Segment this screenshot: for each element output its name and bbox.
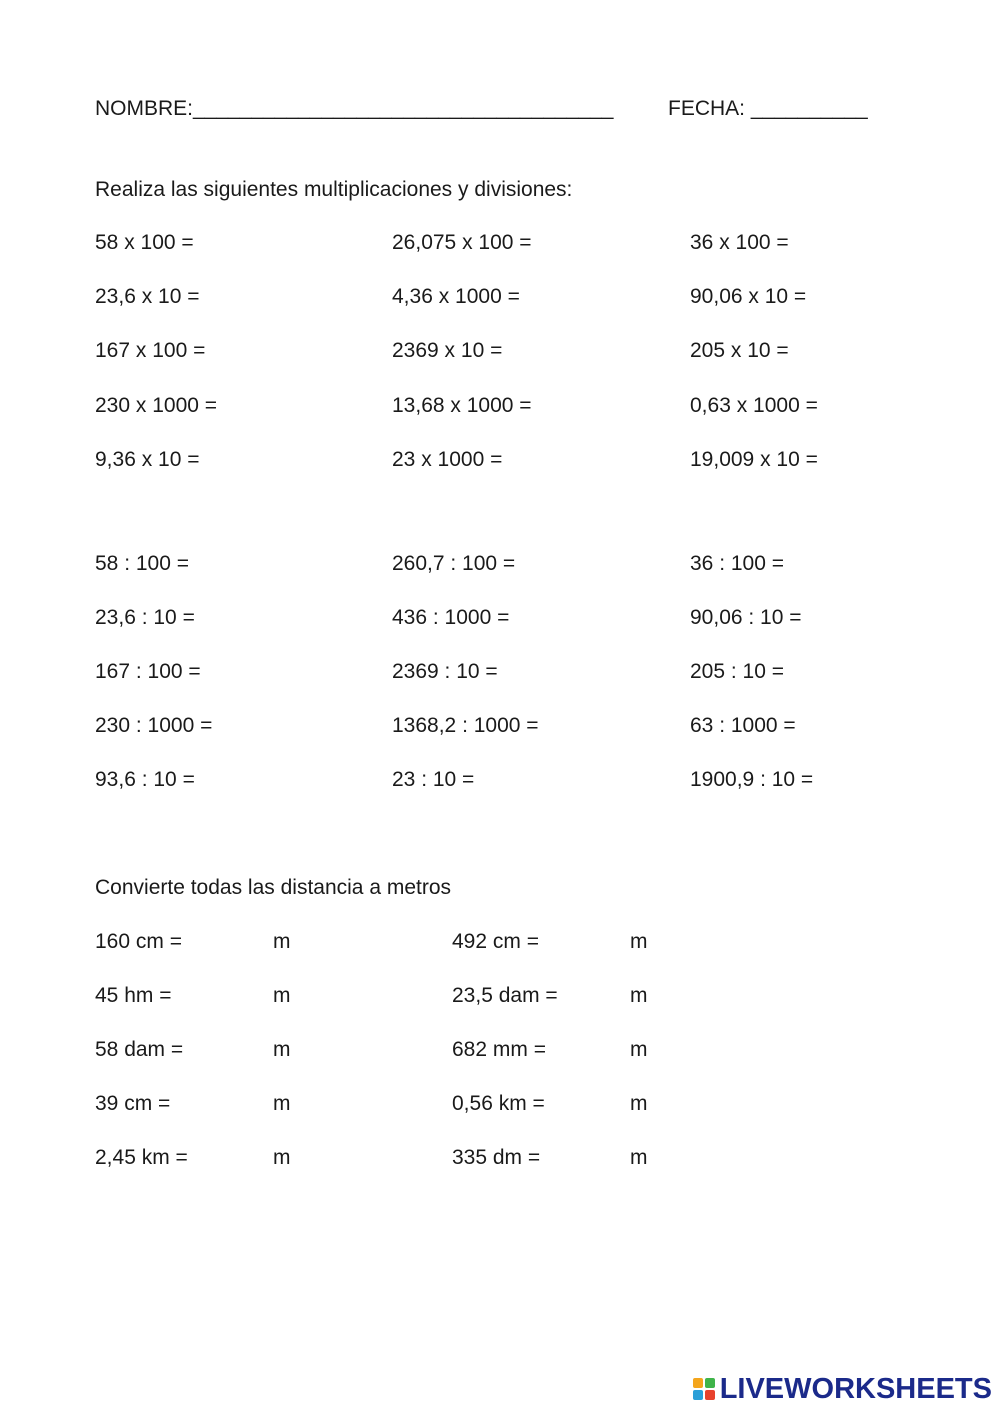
conversion-item-5-1: 2,45 km = xyxy=(95,1146,188,1169)
conversion-item-2-3: 23,5 dam = xyxy=(452,984,558,1007)
conversion-item-2-1: 45 hm = xyxy=(95,984,172,1007)
division-item-4-2: 1368,2 : 1000 = xyxy=(392,714,539,737)
division-item-5-3: 1900,9 : 10 = xyxy=(690,768,814,791)
conversion-item-3-4: m xyxy=(630,1038,648,1061)
division-item-4-1: 230 : 1000 = xyxy=(95,714,213,737)
conversion-item-4-4: m xyxy=(630,1092,648,1115)
multiplication-item-4-1: 230 x 1000 = xyxy=(95,393,218,417)
multiplication-item-5-2: 23 x 1000 = xyxy=(392,447,503,471)
conversion-item-2-2: m xyxy=(273,984,291,1007)
multiplication-item-3-1: 167 x 100 = xyxy=(95,339,206,363)
conversion-item-1-4: m xyxy=(630,930,648,953)
division-item-5-2: 23 : 10 = xyxy=(392,768,475,791)
multiplication-item-5-3: 19,009 x 10 = xyxy=(690,447,818,471)
division-item-3-2: 2369 : 10 = xyxy=(392,660,498,683)
conversion-item-4-2: m xyxy=(273,1092,291,1115)
multiplication-item-2-1: 23,6 x 10 = xyxy=(95,285,200,309)
conversion-item-4-3: 0,56 km = xyxy=(452,1092,545,1115)
conversion-item-3-2: m xyxy=(273,1038,291,1061)
division-item-1-3: 36 : 100 = xyxy=(690,552,784,575)
multiplication-item-2-3: 90,06 x 10 = xyxy=(690,285,807,309)
liveworksheets-logo xyxy=(692,1371,992,1407)
conversion-item-5-3: 335 dm = xyxy=(452,1146,541,1169)
division-item-3-3: 205 : 10 = xyxy=(690,660,784,683)
name-field-label[interactable]: NOMBRE:____________________________________ xyxy=(95,97,614,120)
section1-instruction: Realiza las siguientes multiplicaciones y divisiones: xyxy=(95,178,573,201)
liveworksheets-logo-text: LIVEWORKSHEETS xyxy=(719,1372,992,1405)
division-item-2-1: 23,6 : 10 = xyxy=(95,606,195,629)
multiplication-item-3-2: 2369 x 10 = xyxy=(392,339,503,363)
division-item-3-1: 167 : 100 = xyxy=(95,660,201,683)
liveworksheets-logo-icon xyxy=(692,1376,716,1402)
section2-instruction: Convierte todas las distancia a metros xyxy=(95,876,452,899)
division-item-2-2: 436 : 1000 = xyxy=(392,606,510,629)
division-item-5-1: 93,6 : 10 = xyxy=(95,768,195,791)
multiplication-item-5-1: 9,36 x 10 = xyxy=(95,447,200,471)
conversion-item-3-3: 682 mm = xyxy=(452,1038,546,1061)
division-item-2-3: 90,06 : 10 = xyxy=(690,606,802,629)
multiplication-item-4-2: 13,68 x 1000 = xyxy=(392,393,532,417)
conversion-item-5-2: m xyxy=(273,1146,291,1169)
multiplication-item-1-1: 58 x 100 = xyxy=(95,231,194,254)
multiplication-item-4-3: 0,63 x 1000 = xyxy=(690,393,818,417)
conversion-item-1-2: m xyxy=(273,930,291,953)
multiplication-item-2-2: 4,36 x 1000 = xyxy=(392,285,520,309)
division-item-1-2: 260,7 : 100 = xyxy=(392,552,516,575)
conversion-item-5-4: m xyxy=(630,1146,648,1169)
conversion-item-3-1: 58 dam = xyxy=(95,1038,184,1061)
conversion-item-1-3: 492 cm = xyxy=(452,930,539,953)
multiplication-item-1-3: 36 x 100 = xyxy=(690,231,789,254)
multiplication-item-3-3: 205 x 10 = xyxy=(690,339,789,363)
conversion-item-4-1: 39 cm = xyxy=(95,1092,171,1115)
multiplication-item-1-2: 26,075 x 100 = xyxy=(392,231,532,254)
division-item-4-3: 63 : 1000 = xyxy=(690,714,796,737)
conversion-item-1-1: 160 cm = xyxy=(95,930,182,953)
division-item-1-1: 58 : 100 = xyxy=(95,552,189,575)
date-field-label[interactable]: FECHA: __________ xyxy=(668,97,868,120)
conversion-item-2-4: m xyxy=(630,984,648,1007)
